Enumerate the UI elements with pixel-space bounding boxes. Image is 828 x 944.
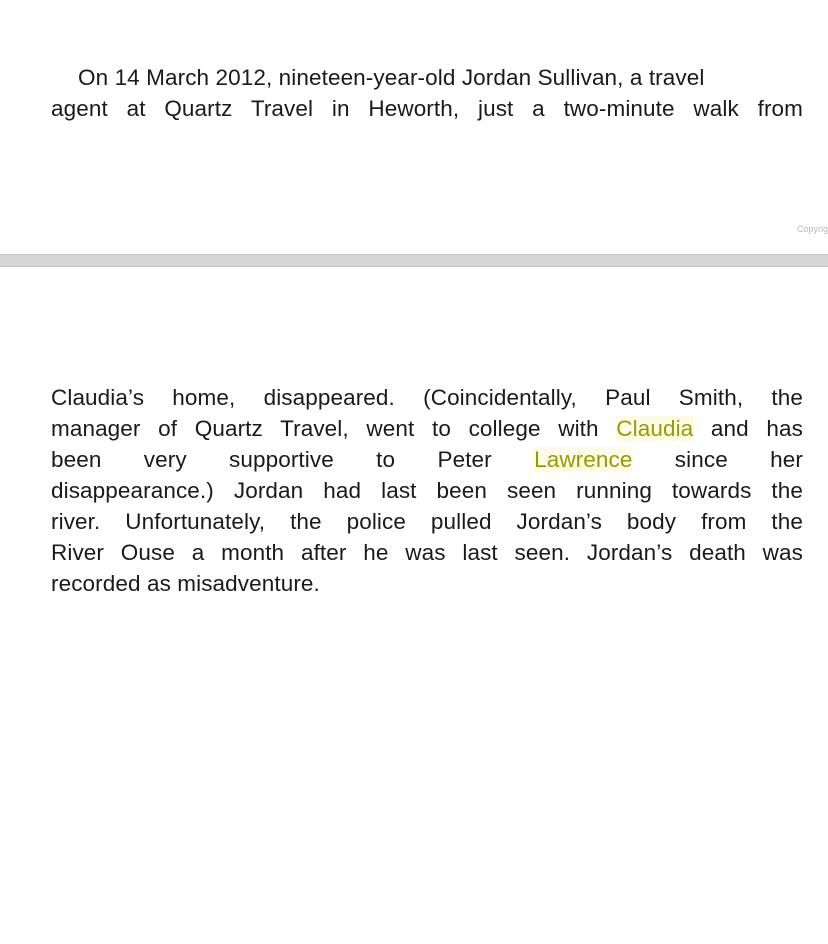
document-page-top <box>0 0 828 254</box>
body-line-2-start: manager of Quartz Travel, went to college with <box>51 416 617 441</box>
body-line-2-end: and has <box>693 416 803 441</box>
body-line-1: Claudia’s home, disappeared. (Coincidentally, Paul Smith, the <box>51 385 803 410</box>
body-line-6: River Ouse a month after he was last seen. Jordan’s death was <box>51 540 803 565</box>
body-line-3-start: been very supportive to Peter <box>51 447 535 472</box>
highlighted-name-lawrence: Lawrence <box>534 447 633 472</box>
body-line-5: river. Unfortunately, the police pulled Jordan’s body from the <box>51 509 803 534</box>
intro-line-1: On 14 March 2012, nineteen-year-old Jordan Sullivan, a travel <box>78 65 705 90</box>
intro-line-2: agent at Quartz Travel in Heworth, just a two-minute walk from <box>51 96 803 121</box>
highlighted-name-claudia: Claudia <box>616 416 694 441</box>
paragraph-body <box>51 382 803 599</box>
body-line-3-end: since her <box>632 447 803 472</box>
body-line-7: recorded as misadventure. <box>51 571 320 596</box>
page-break-divider <box>0 254 828 267</box>
paragraph-intro <box>51 62 803 124</box>
body-line-4: disappearance.) Jordan had last been seen running towards the <box>51 478 803 503</box>
copyright-fragment: Copyrig <box>796 224 828 234</box>
body-line-3 <box>51 444 803 475</box>
body-line-2 <box>51 413 803 444</box>
